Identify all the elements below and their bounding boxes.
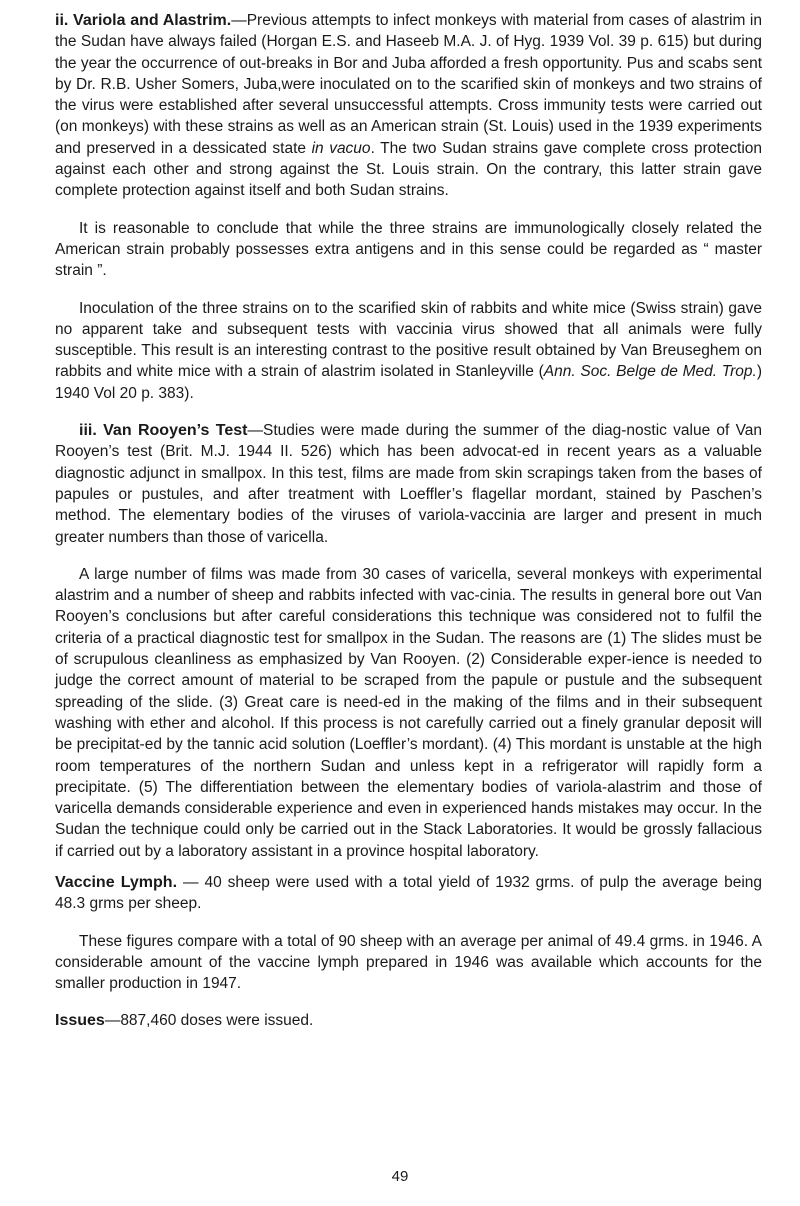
issues-text: —887,460 doses were issued. [104, 1012, 314, 1030]
vaccine-lymph-heading: Vaccine Lymph. [55, 873, 178, 891]
inoculation-paragraph [55, 298, 762, 404]
inoculation-text-end: ) 1940 Vol 20 p. 383). [55, 363, 762, 402]
journal-citation-italic: Ann. Soc. Belge de Med. Trop. [543, 363, 757, 381]
issues-heading: Issues [55, 1012, 105, 1030]
page-number: 49 [391, 1168, 409, 1185]
van-rooyen-paragraph [55, 420, 762, 548]
van-rooyen-text: —Studies were made during the summer of the diag-nostic value of Van Rooyen’s test (Brit. M.J. 1944 II. 526) which has been advocat-ed in recent years as a valuable diagnostic adjunct in smallpox. In this test, films are made from skin scrapings taken from the bases of papules or pustules, and after treatment with Loeffler’s flagellar mordant, stained by Paschen’s method. The elementary bodies of the viruses of variola-vaccinia are larger and present in much greater numbers than those of varicella. [55, 422, 763, 546]
inoculation-text: Inoculation of the three strains on to the scarified skin of rabbits and white mice (Swiss strain) gave no apparent take and subsequent tests with vaccinia virus showed that all animals were fully susceptible. This result is an interesting contrast to the positive result obtained by Van Breuseghem on rabbits and white mice with a strain of alastrim isolated in Stanleyville ( [55, 299, 762, 381]
vaccine-lymph-paragraph [55, 872, 762, 915]
films-paragraph: A large number of films was made from 30 cases of varicella, several monkeys with experimental alastrim and a number of sheep and rabbits infected with vac-cinia. The results in general bore out Van Rooyen’s conclusions but after careful considerations this technique was considered not to fulfil the criteria of a practical diagnostic test for smallpox in the Sudan. The reasons are (1) The slides must be of scrupulous cleanliness as emphasized by Van Rooyen. (2) Considerable exper-ience is needed to judge the correct amount of material to be scraped from the papule or pustule and the subsequent spreading of the slide. (3) Great care is need-ed in the making of the films and in their subsequent washing with ether and alcohol. If this process is not carefully carried out a finely granular deposit will be precipitat-ed by the tannic acid solution (Loeffler’s mordant). (4) This mordant is unstable at the high room temperatures of the northern Sudan and unless kept in a refrigerator will rapidly form a precipitate. (5) The differentiation between the elementary bodies of variola-alastrim and those of varicella demands considerable experience and even in experienced hands mistakes may occur. In the Sudan the technique could only be carried out in the Stack Laboratories. It would be grossly fallacious if carried out by a laboratory assistant in a province hospital laboratory. [55, 565, 762, 860]
master-strain-paragraph: It is reasonable to conclude that while the three strains are immunologically closely related the American strain probably possesses extra antigens and in this sense could be regarded as “ master strain ”. [55, 219, 762, 280]
van-rooyen-heading: iii. Van Rooyen’s Test [79, 422, 248, 440]
vaccine-lymph-text: — 40 sheep were used with a total yield of 1932 grms. of pulp the average being 48.3 grms per sheep. [55, 873, 763, 913]
figures-comparison-paragraph: These figures compare with a total of 90 sheep with an average per animal of 49.4 grms. in 1946. A considerable amount of the vaccine lymph prepared in 1946 was available which accounts for the smaller production in 1947. [55, 932, 762, 993]
variola-alastrim-heading: ii. Variola and Alastrim. [55, 12, 232, 29]
variola-alastrim-text: —Previous attempts to infect monkeys with material from cases of alastrim in the Sudan have always failed (Horgan E.S. and Haseeb M.A. J. of Hyg. 1939 Vol. 39 p. 615) but during the year the occurrence of out-breaks in Bor and Juba afforded a fresh opportunity. Pus and scabs sent by Dr. R.B. Usher Somers, Juba,were inoculated on to the scarified skin of monkeys and two strains of the virus were established after several unsuccessful attempts. Cross immunity tests were carried out (on monkeys) with these strains as well as an American strain (St. Louis) used in the 1939 experiments and preserved in a dessicated state [55, 12, 763, 157]
variola-alastrim-paragraph [55, 10, 762, 202]
variola-alastrim-text-end: . The two Sudan strains gave complete cross protection against each other and strong against the St. Louis strain. On the contrary, this latter strain gave complete protection against itself and both Sudan strains. [55, 139, 763, 200]
in-vacuo-italic: in vacuo [311, 139, 371, 157]
issues-paragraph [55, 1010, 762, 1031]
